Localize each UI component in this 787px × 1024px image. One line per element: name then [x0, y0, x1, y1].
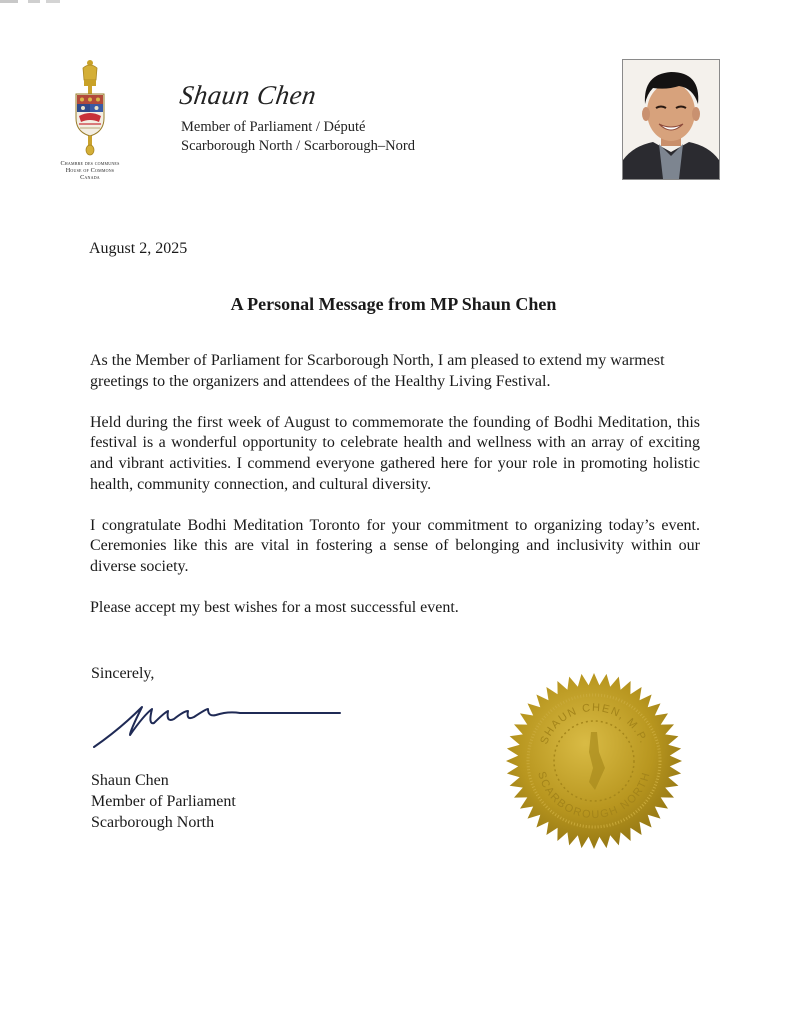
letter-paragraph: Held during the first week of August to commemorate the founding of Bodhi Meditation, this festival is a wonderful opportunity to celebrate health and wellness with an array of exciting and vibrant activities. I commend everyone gathered here for your role in promoting holistic health, community connection, and cultural diversity. [90, 413, 700, 493]
gold-foil-seal-icon [505, 672, 683, 855]
scan-edge-marks [0, 0, 60, 3]
mp-portrait-photo [622, 59, 720, 180]
letterhead-name: Shaun Chen [177, 80, 319, 110]
letterhead-title-line: Member of Parliament / Député [181, 119, 366, 135]
letter-paragraph: I congratulate Bodhi Meditation Toronto for your commitment to organizing today’s event. Ceremonies like this are vital in fostering a sense of belonging and inclusivity within our diverse society. [90, 516, 700, 575]
seal-text-top: SHAUN CHEN, M.P. [538, 701, 650, 747]
letter-paragraph: Please accept my best wishes for a most successful event. [90, 599, 459, 617]
letter-closing: Sincerely, [91, 665, 155, 682]
house-of-commons-crest-icon [70, 58, 110, 156]
signer-name: Shaun Chen [91, 772, 169, 789]
letter-heading: A Personal Message from MP Shaun Chen [230, 294, 557, 314]
signer-title: Member of Parliament [91, 793, 236, 810]
letter-date: August 2, 2025 [89, 240, 188, 257]
house-of-commons-crest [44, 58, 136, 181]
letter-body [90, 351, 700, 639]
crest-caption-line: House of Commons [65, 167, 115, 174]
letter-paragraph: As the Member of Parliament for Scarborough North, I am pleased to extend my warmest greetings to the organizers and attendees of the Healthy Living Festival. [90, 352, 665, 390]
letterhead-riding-line: Scarborough North / Scarborough–Nord [181, 138, 415, 154]
portrait-icon [623, 60, 719, 179]
crest-caption-line: Canada [80, 174, 100, 181]
letterhead-subtitle [181, 118, 415, 156]
crest-caption [44, 160, 136, 181]
seal-text-bottom: SCARBOROUGH NORTH [535, 770, 653, 822]
signer-riding: Scarborough North [91, 814, 215, 831]
handwritten-signature-icon [90, 695, 345, 760]
crest-caption-line: Chambre des communes [60, 160, 120, 167]
signature-block [91, 770, 236, 833]
